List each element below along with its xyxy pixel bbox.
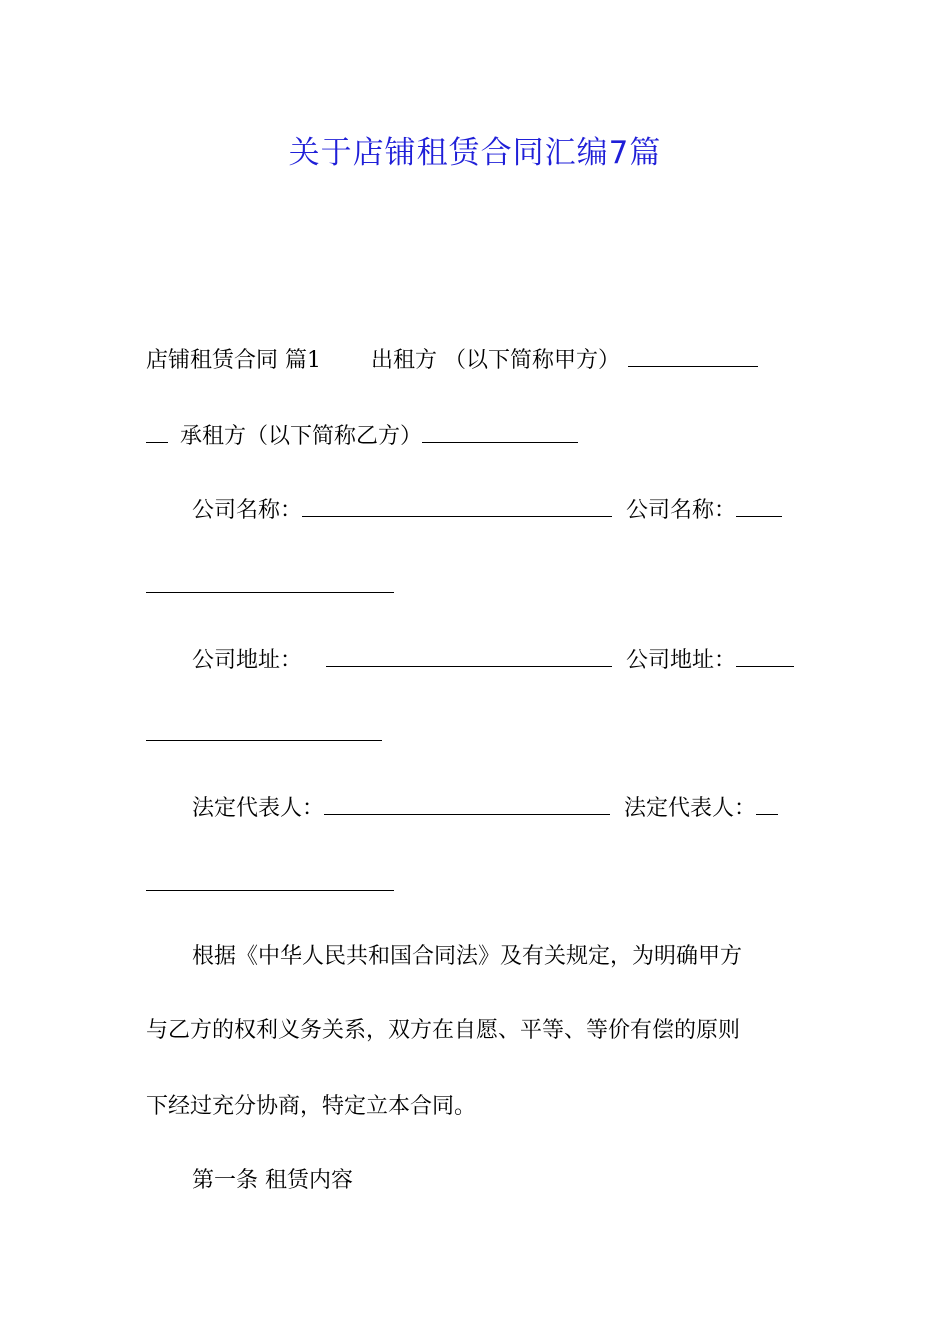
intro-line-2: 与乙方的权利义务关系，双方在自愿、平等、等价有偿的原则 (146, 1018, 741, 1043)
company-address-blank-b-continued (146, 718, 382, 741)
legal-rep-label-b: 法定代表人： (624, 796, 757, 821)
parties-line-2 (146, 420, 806, 452)
legal-rep-label-a: 法定代表人： (192, 796, 325, 821)
lessor-blank (628, 344, 758, 367)
legal-rep-blank-a (324, 792, 610, 815)
company-address-blank-b (736, 644, 794, 667)
company-name-blank-b (736, 494, 782, 517)
contract-heading: 店铺租赁合同 篇1 (146, 348, 321, 373)
intro-line-3: 下经过充分协商，特定立本合同。 (146, 1094, 477, 1119)
legal-rep-blank-b-continued (146, 868, 394, 891)
legal-rep-continued (146, 868, 806, 900)
lessee-blank (422, 420, 578, 443)
company-name-blank-b-continued (146, 570, 394, 593)
company-address-blank-a (326, 644, 612, 667)
parties-line-1 (146, 344, 806, 376)
document-title: 关于店铺租赁合同汇编7篇 (288, 135, 662, 171)
company-address-row (146, 644, 852, 676)
lessee-label: 承租方（以下简称乙方） (180, 424, 423, 449)
lessor-blank-continued (146, 420, 168, 443)
intro-line-1: 根据《中华人民共和国合同法》及有关规定，为明确甲方 (192, 944, 743, 969)
company-name-row (146, 494, 852, 526)
company-address-continued (146, 718, 806, 750)
article-1-heading: 第一条 租赁内容 (192, 1168, 353, 1193)
company-address-label-a: 公司地址： (192, 648, 303, 673)
company-name-label-b: 公司名称： (626, 498, 737, 523)
legal-rep-row (146, 792, 852, 824)
company-name-label-a: 公司名称： (192, 498, 303, 523)
company-address-label-b: 公司地址： (626, 648, 737, 673)
company-name-blank-a (302, 494, 612, 517)
legal-rep-blank-b (756, 792, 778, 815)
company-name-continued (146, 570, 806, 602)
lessor-label: 出租方 （以下简称甲方） (371, 348, 620, 373)
